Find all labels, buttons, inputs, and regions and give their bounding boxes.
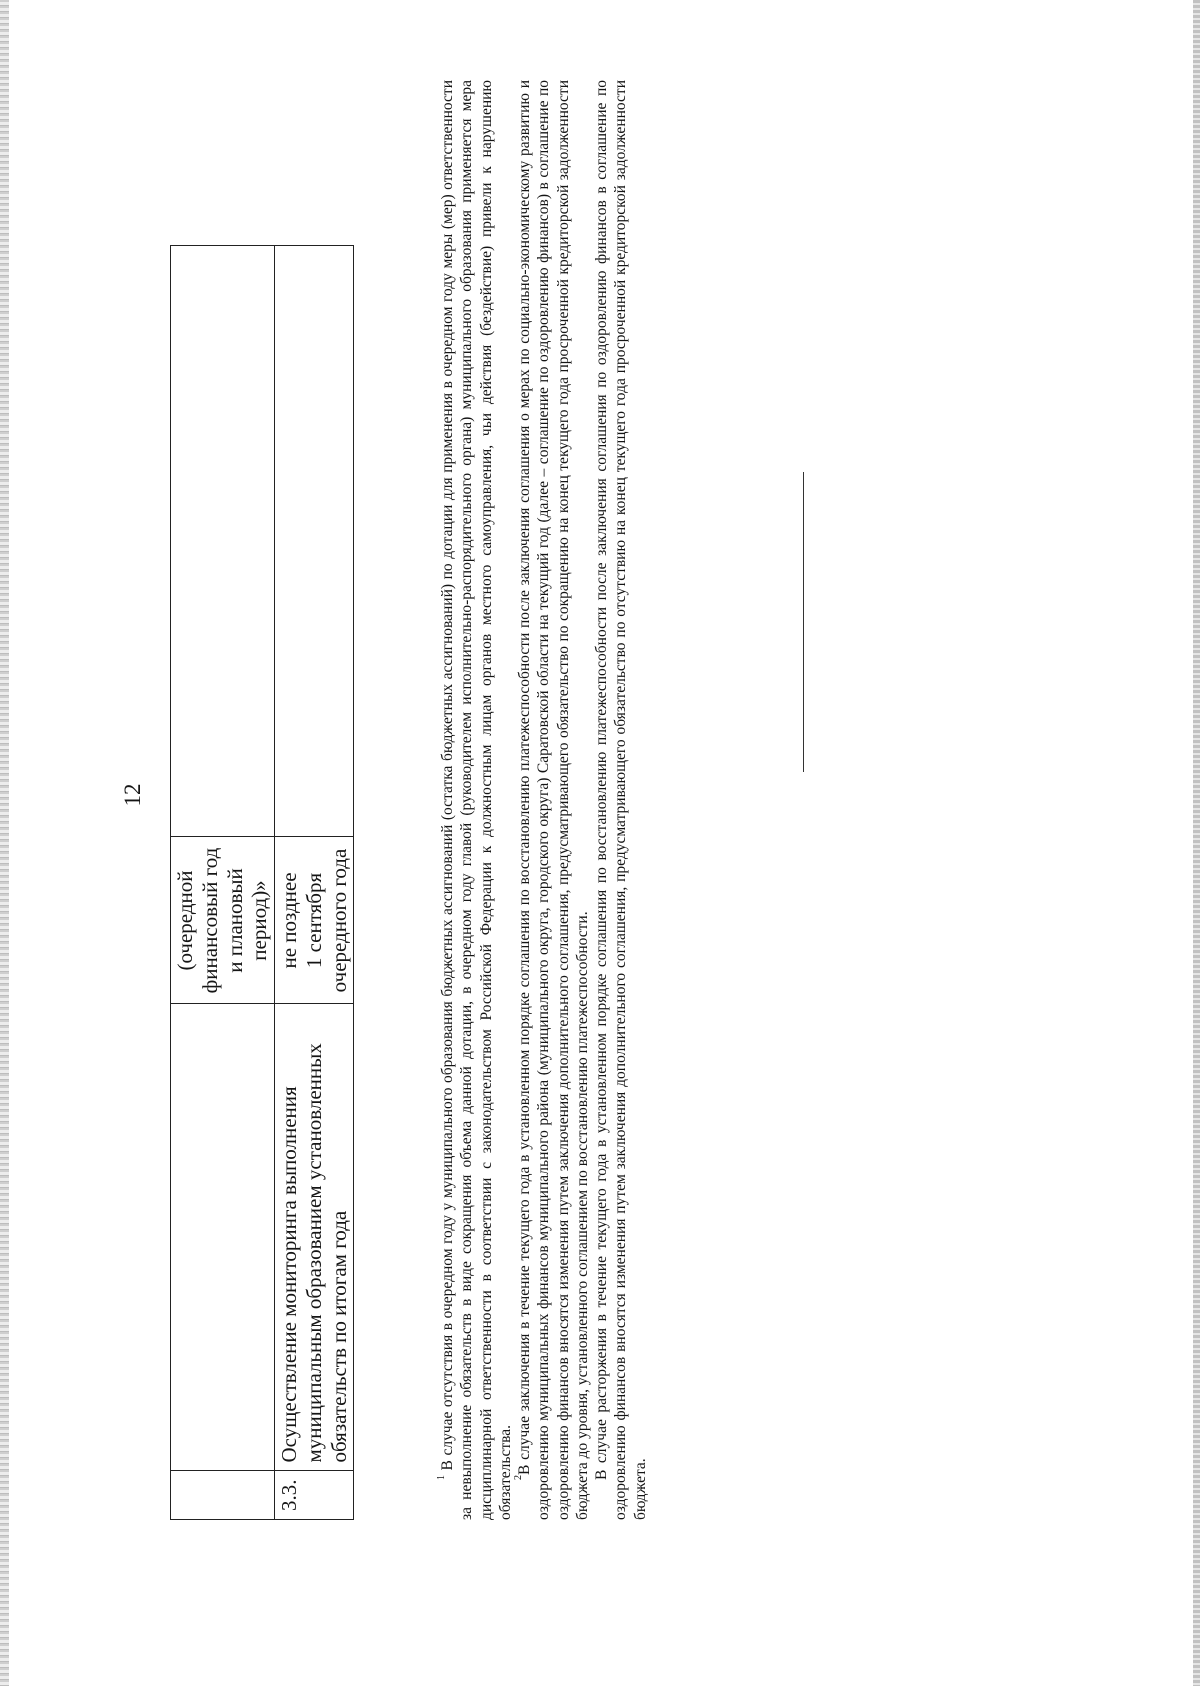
rotated-page <box>120 70 840 1520</box>
text-line: Осуществление мониторинга выполнения <box>277 1086 302 1463</box>
row-text-cell <box>275 1004 354 1471</box>
row-term-cell <box>171 837 275 1004</box>
term-line: (очередной <box>173 870 197 971</box>
footnotes <box>438 80 650 1520</box>
term-line: период)» <box>247 880 272 961</box>
row-empty-cell <box>171 246 275 838</box>
obligations-table <box>170 245 354 1520</box>
footnote-3 <box>592 80 650 1520</box>
separator-line <box>803 472 804 772</box>
table-row <box>171 246 275 1520</box>
page-number: 12 <box>120 783 145 807</box>
term-line: 1 сентября <box>301 872 326 969</box>
row-term-cell <box>275 837 354 1004</box>
footnote-text: В случае отсутствия в очередном году у муниципального образования бюджетных ассигнований (остатка бюджетных ассигнований) по дотации для применения в очередном году меры (мер) ответственности за невыполнение обязательств в виде сокращения объема данной дотации, в очередном году главой (руководителем исполнительно-распорядительного органа) муниципального образования применяется мера дисциплинарной ответственности в соответствии с законодательством Российской Федерации к должностным лицам органов местного самоуправления, чьи действия (бездействие) привели к нарушению обязательства. <box>439 80 514 1520</box>
table-row <box>275 246 354 1520</box>
text-line: муниципальным образованием установленных <box>301 1043 326 1463</box>
footnote-text: В случае расторжения в течение текущего года в установленном порядке соглашения по восстановлению платежеспособности после заключения соглашения по оздоровлению финансов в соглашение по оздоровлению финансов вносятся изменения путем заключения дополнительного соглашения, предусматривающего обязательство по отсутствию на конец текущего года просроченной кредиторской задолженности бюджета. <box>593 80 649 1520</box>
row-number-cell: 3.3. <box>275 1471 354 1520</box>
footnote-text: В случае заключения в течение текущего года в установленном порядке соглашения по восстановлению платежеспособности после заключения соглашения о мерах по социально-экономическому развитию и оздоровлению муниципальных финансов муниципального района (муниципального округа, городского округа) Саратовской области на текущий год (далее – соглашение по оздоровлению финансов) в соглашение по оздоровлению финансов вносятся изменения путем заключения дополнительного соглашения, предусматривающего обязательство по сокращению на конец текущего года просроченной кредиторской задолженности бюджета до уровня, установленного соглашением по восстановлению платежеспособности. <box>516 80 591 1520</box>
row-empty-cell <box>275 246 354 838</box>
row-text-cell <box>171 1004 275 1471</box>
text-line: обязательств по итогам года <box>326 1210 351 1463</box>
footnote-2 <box>515 80 592 1520</box>
scan-edge-left <box>0 0 9 1686</box>
term-line: финансовый год <box>197 847 222 994</box>
footnote-marker: 2 <box>513 1475 525 1480</box>
footnote-marker: 1 <box>436 1475 447 1480</box>
term-line: и плановый <box>222 868 247 973</box>
term-line: очередного года <box>326 848 351 993</box>
row-number-cell <box>171 1471 275 1520</box>
scan-edge-right <box>1193 0 1200 1686</box>
term-line: не позднее <box>277 872 302 969</box>
footnote-1 <box>438 80 515 1520</box>
